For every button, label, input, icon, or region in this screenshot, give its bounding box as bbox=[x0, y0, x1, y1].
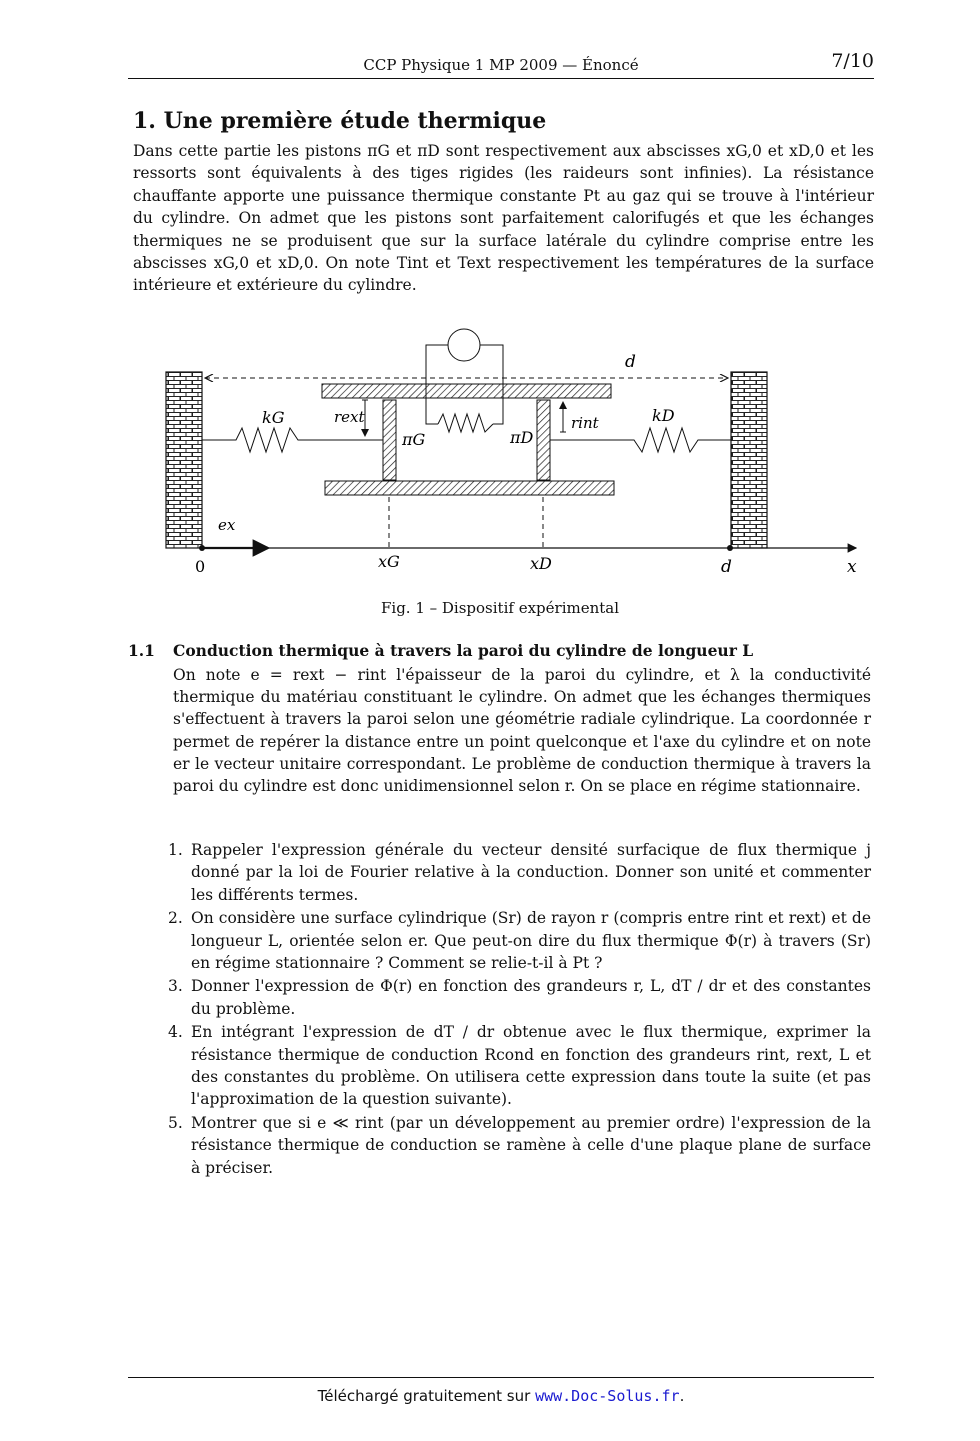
piston-right bbox=[537, 400, 550, 480]
label-kD: kD bbox=[652, 406, 675, 425]
question-number: 4. bbox=[168, 1023, 183, 1042]
question-text: En intégrant l'expression de dT / dr obtenue avec le flux thermique, exprimer la résistance thermique de conduction Rcond en fonction des grandeurs rint, rext, L et des constantes du problème. On utilisera cette expression dans toute la suite (et pas l'approximation de la question suivante). bbox=[191, 1023, 871, 1109]
label-d-axis: d bbox=[721, 557, 732, 577]
section-intro: Dans cette partie les pistons πG et πD sont respectivement aux abscisses xG,0 et xD,0 et les ressorts sont équivalents à des tiges rigides (les raideurs sont infinies). La résistance chauffante apporte une puissance thermique constante Pt au gaz qui se trouve à l'intérieur du cylindre. On admet que les pistons sont parfaitement calorifugés et que les échanges thermiques ne se produisent que sur la surface latérale du cylindre comprise entre les abscisses xG,0 et xD,0. On note Tint et Text respectivement les températures de la surface intérieure et extérieure du cylindre. bbox=[133, 142, 874, 295]
label-rext: rext bbox=[334, 408, 365, 426]
question-item bbox=[168, 907, 871, 974]
label-ex: ex bbox=[218, 516, 236, 534]
section-title: 1. Une première étude thermique bbox=[133, 108, 547, 134]
label-xD: xD bbox=[530, 554, 552, 573]
page-footer bbox=[128, 1377, 874, 1405]
figure-device bbox=[0, 0, 980, 600]
cylinder-bottom-wall bbox=[325, 481, 614, 495]
footer-link[interactable]: www.Doc-Solus.fr bbox=[535, 1387, 680, 1405]
header-title: CCP Physique 1 MP 2009 — Énoncé bbox=[363, 56, 639, 74]
generator-icon bbox=[448, 329, 480, 361]
cylinder-top-wall bbox=[322, 384, 611, 398]
label-piD: πD bbox=[510, 428, 534, 447]
left-wall bbox=[166, 372, 202, 548]
subsection-title: Conduction thermique à travers la paroi du cylindre de longueur L bbox=[173, 641, 754, 660]
label-d-top: d bbox=[625, 352, 636, 372]
question-item bbox=[168, 1021, 871, 1111]
question-number: 1. bbox=[168, 841, 183, 859]
subsection-heading bbox=[128, 641, 753, 660]
label-rint: rint bbox=[571, 414, 599, 432]
question-text: Donner l'expression de Φ(r) en fonction des grandeurs r, L, dT / dr et des constantes du problème. bbox=[191, 977, 871, 1018]
subsection-body: On note e = rext − rint l'épaisseur de la paroi du cylindre, et λ la conductivité thermique du matériau constituant le cylindre. On admet que les échanges thermiques s'effectuent à travers la paroi selon une géométrie radiale cylindrique. La coordonnée r permet de repérer la distance entre un point quelconque et l'axe du cylindre et on note er le vecteur unitaire correspondant. Le problème de conduction thermique à travers la paroi du cylindre est donc unidimensionnel selon r. On se place en régime stationnaire. bbox=[173, 666, 871, 796]
page-number: 7/10 bbox=[831, 50, 874, 72]
question-item bbox=[168, 1112, 871, 1179]
origin-dot bbox=[199, 545, 205, 551]
question-item bbox=[168, 975, 871, 1020]
question-text: On considère une surface cylindrique (Sr) de rayon r (compris entre rint et rext) et de longueur L, orientée selon er. Que peut-on dire du flux thermique Φ(r) à travers (Sr) en régime stationnaire ? Comment se relie-t-il à Pt ? bbox=[191, 909, 871, 973]
label-zero: 0 bbox=[195, 557, 206, 576]
subsection-number: 1.1 bbox=[128, 641, 155, 660]
question-number: 3. bbox=[168, 977, 183, 996]
d-dot bbox=[727, 545, 733, 551]
label-xG: xG bbox=[378, 552, 400, 571]
label-x: x bbox=[847, 557, 857, 577]
question-list bbox=[168, 839, 871, 1180]
question-text: Rappeler l'expression générale du vecteur densité surfacique de flux thermique j donné par la loi de Fourier relative à la conduction. Donner son unité et commenter les différents termes. bbox=[191, 841, 871, 904]
figure-caption: Fig. 1 – Dispositif expérimental bbox=[380, 599, 620, 617]
label-piG: πG bbox=[402, 430, 426, 449]
question-number: 5. bbox=[168, 1113, 183, 1132]
heater-resistor bbox=[438, 414, 493, 432]
spring-left bbox=[202, 428, 383, 452]
label-kG: kG bbox=[262, 408, 285, 427]
footer-end: . bbox=[679, 1387, 685, 1405]
footer-text: Téléchargé gratuitement sur bbox=[317, 1387, 531, 1405]
question-number: 2. bbox=[168, 909, 183, 928]
piston-left bbox=[383, 400, 396, 480]
right-wall bbox=[731, 372, 767, 548]
heater-circuit bbox=[426, 329, 503, 432]
question-item bbox=[168, 839, 871, 906]
question-text: Montrer que si e ≪ rint (par un développement au premier ordre) l'expression de la résistance thermique de conduction se ramène à celle d'une plaque plane de surface à préciser. bbox=[191, 1113, 871, 1177]
